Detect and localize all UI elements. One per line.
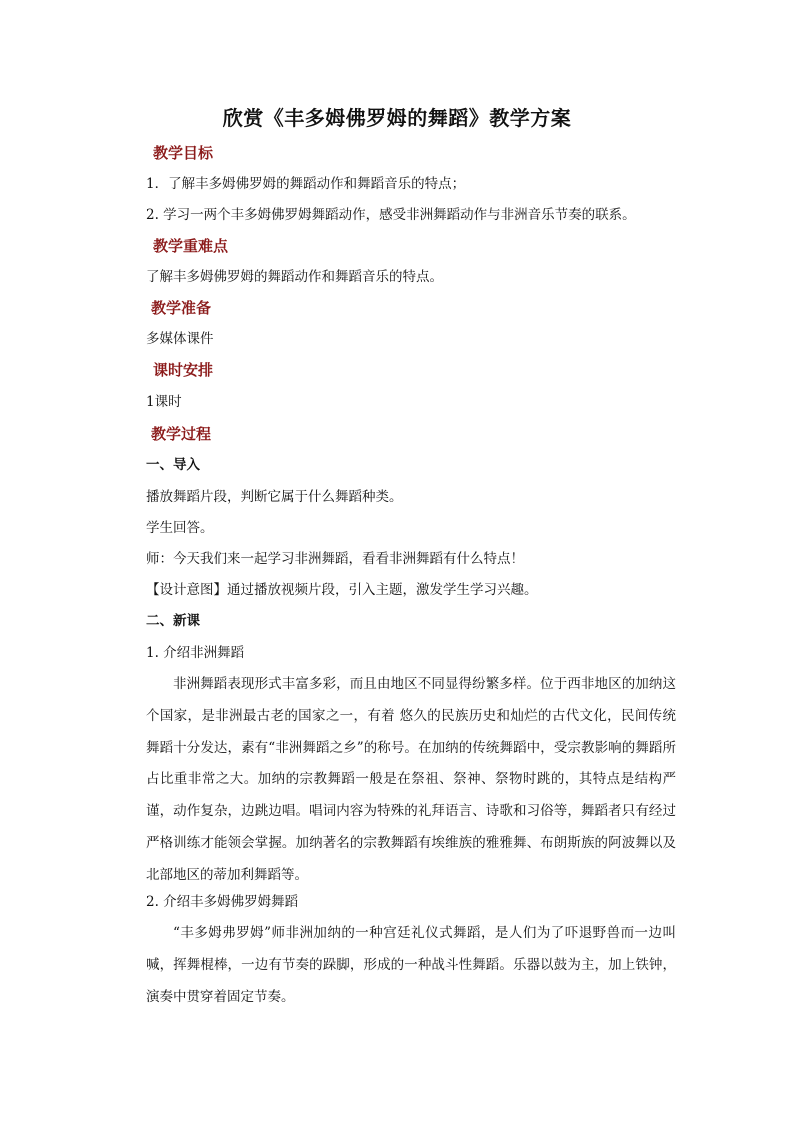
goal-item-1: 1．了解丰多姆佛罗姆的舞蹈动作和舞蹈音乐的特点； [146, 176, 466, 192]
part1-paragraph: 非洲舞蹈表现形式丰富多彩，而且由地区不同显得纷繁多样。位于西非地区的加纳这个国家，是非洲最古老的国家之一，有着 悠久的民族历史和灿烂的古代文化，民间传统舞蹈十分发达，素有“非洲舞蹈之乡”的称号。在加纳的传统舞蹈中，受宗教影响的舞蹈所占比重非常之大。加纳的宗教舞蹈一般是在祭祖、祭神、祭物时跳的，其特点是结构严谨，动作复杂，边跳边唱。唱词内容为特殊的礼拜语言、诗歌和习俗等，舞蹈者只有经过严格训练才能领会掌握。加纳著名的宗教舞蹈有埃维族的雅雅舞、布朗斯族的阿波舞以及北部地区的蒂加利舞蹈等。 [146, 676, 676, 883]
intro-line-2: 学生回答。 [146, 520, 214, 536]
heading-teaching-goals: 教学目标 [153, 144, 214, 162]
document-title: 欣赏《丰多姆佛罗姆的舞蹈》教学方案 [222, 106, 572, 130]
design-intent-line: 【设计意图】通过播放视频片段，引入主题，激发学生学习兴趣。 [146, 582, 538, 598]
part2-paragraph: “丰多姆弗罗姆”师非洲加纳的一种宫廷礼仪式舞蹈，是人们为了吓退野兽而一边叫喊，挥舞棍棒，一边有节奏的跺脚，形成的一种战斗性舞蹈。乐器以鼓为主，加上铁钟，演奏中贯穿着固定节奏。 [146, 925, 676, 1005]
heading-key-points: 教学重难点 [153, 237, 229, 255]
goal-item-2: 2. 学习一两个丰多姆佛罗姆舞蹈动作，感受非洲舞蹈动作与非洲音乐节奏的联系。 [146, 207, 636, 223]
part1-heading: 1. 介绍非洲舞蹈 [146, 645, 245, 661]
part2-heading: 2. 介绍丰多姆佛罗姆舞蹈 [146, 894, 299, 910]
intro-line-1: 播放舞蹈片段，判断它属于什么舞蹈种类。 [146, 489, 403, 505]
subheading-new-lesson: 二、新课 [146, 613, 200, 629]
heading-preparation: 教学准备 [151, 299, 212, 317]
intro-line-3: 师：今天我们来一起学习非洲舞蹈，看看非洲舞蹈有什么特点！ [146, 551, 524, 567]
schedule-text: 1课时 [146, 394, 182, 410]
subheading-intro: 一、导入 [146, 457, 200, 473]
heading-process: 教学过程 [151, 425, 212, 443]
heading-schedule: 课时安排 [153, 361, 214, 379]
preparation-text: 多媒体课件 [146, 331, 214, 347]
key-points-text: 了解丰多姆佛罗姆的舞蹈动作和舞蹈音乐的特点。 [146, 269, 443, 285]
